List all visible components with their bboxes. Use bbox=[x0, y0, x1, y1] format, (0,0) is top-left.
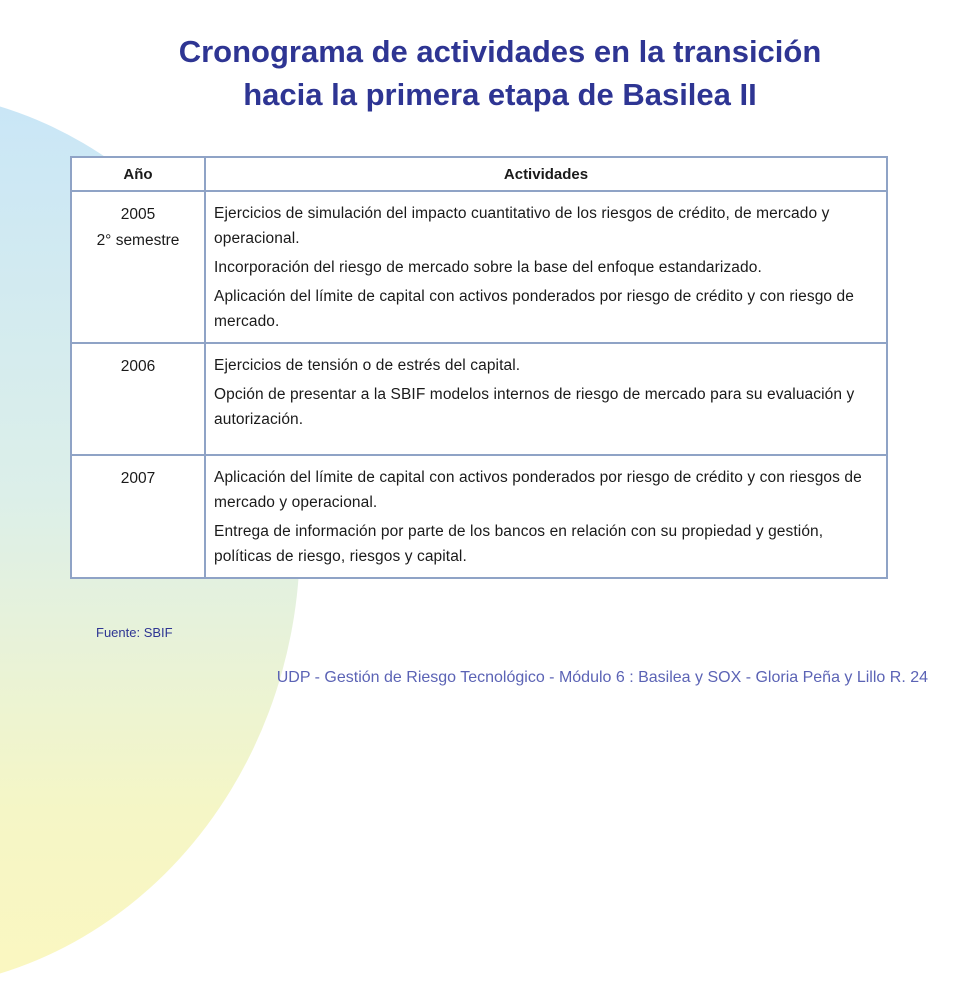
header-year: Año bbox=[71, 157, 205, 191]
activity-item: Aplicación del límite de capital con activos ponderados por riesgo de crédito y con riesgo de mercado. bbox=[214, 288, 854, 330]
activity-item: Incorporación del riesgo de mercado sobre la base del enfoque estandarizado. bbox=[214, 259, 762, 276]
activity-item: Opción de presentar a la SBIF modelos internos de riesgo de mercado para su evaluación y autorización. bbox=[214, 386, 855, 428]
year-value: 2006 bbox=[120, 358, 156, 375]
activities-cell bbox=[205, 455, 887, 578]
table-header-row bbox=[71, 157, 887, 191]
table-row bbox=[71, 343, 887, 455]
slide-footer: UDP - Gestión de Riesgo Tecnológico - Módulo 6 : Basilea y SOX - Gloria Peña y Lillo R. 24 bbox=[276, 669, 928, 686]
activity-item: Entrega de información por parte de los bancos en relación con su propiedad y gestión, políticas de riesgo, riesgos y capital. bbox=[214, 523, 824, 565]
year-value: 2005 bbox=[120, 206, 156, 223]
title-line-2: hacia la primera etapa de Basilea II bbox=[243, 77, 757, 112]
year-cell bbox=[71, 191, 205, 343]
activity-schedule-table bbox=[70, 156, 888, 579]
year-cell bbox=[71, 455, 205, 578]
table-row bbox=[71, 191, 887, 343]
year-value: 2007 bbox=[120, 470, 156, 487]
slide-title bbox=[60, 30, 940, 116]
activity-item: Ejercicios de tensión o de estrés del capital. bbox=[214, 357, 521, 374]
title-line-1: Cronograma de actividades en la transición bbox=[178, 34, 822, 69]
activity-item: Aplicación del límite de capital con activos ponderados por riesgo de crédito y con riesgos de mercado y operacional. bbox=[214, 469, 862, 511]
activity-item: Ejercicios de simulación del impacto cuantitativo de los riesgos de crédito, de mercado y operacional. bbox=[214, 205, 830, 247]
source-note: Fuente: SBIF bbox=[96, 625, 173, 640]
activities-cell bbox=[205, 191, 887, 343]
header-activities: Actividades bbox=[205, 157, 887, 191]
table-row bbox=[71, 455, 887, 578]
activities-cell bbox=[205, 343, 887, 455]
year-cell bbox=[71, 343, 205, 455]
year-semester: 2° semestre bbox=[96, 232, 180, 249]
